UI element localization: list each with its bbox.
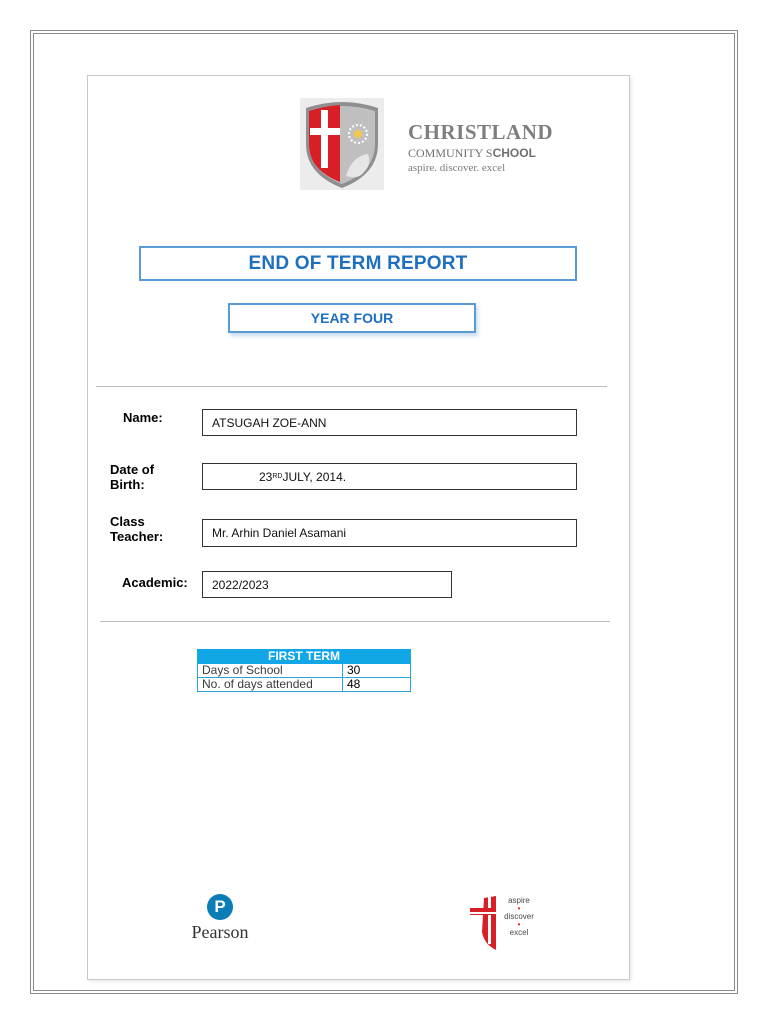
footer-dot-icon: •: [517, 904, 521, 913]
name-field: ATSUGAH ZOE-ANN: [202, 409, 577, 436]
school-name: CHRISTLAND: [408, 120, 554, 144]
table-row: [198, 664, 411, 678]
row-value: 30: [343, 664, 411, 678]
footer-motto-aspire: aspire: [508, 896, 530, 905]
footer-motto: [499, 896, 539, 938]
divider-bottom: [100, 621, 610, 622]
row-label: Days of School: [198, 664, 343, 678]
teacher-label-line2: Teacher:: [110, 529, 164, 544]
name-label: Name:: [123, 410, 163, 425]
school-subtitle-regular: COMMUNITY S: [408, 146, 493, 160]
attendance-header: FIRST TERM: [198, 650, 411, 664]
dob-label: [110, 462, 154, 492]
academic-label: Academic:: [122, 575, 188, 590]
teacher-field: Mr. Arhin Daniel Asamani: [202, 519, 577, 547]
school-header: [408, 120, 588, 175]
pearson-logo: [180, 890, 260, 950]
school-crest-logo: [300, 98, 384, 190]
row-label: No. of days attended: [198, 678, 343, 692]
academic-field: 2022/2023: [202, 571, 452, 598]
dob-day: 23: [259, 469, 273, 484]
dob-rest: JULY, 2014.: [282, 469, 347, 484]
school-motto: aspire. discover. excel: [408, 162, 506, 174]
footer-motto-excel: excel: [509, 928, 529, 937]
teacher-label: [110, 514, 163, 544]
school-subtitle: [408, 146, 588, 160]
footer-motto-discover: discover: [504, 912, 534, 921]
table-row: [198, 678, 411, 692]
year-badge: YEAR FOUR: [228, 303, 476, 333]
dob-label-line2: Birth:: [110, 477, 145, 492]
row-value: 48: [343, 678, 411, 692]
pearson-wordmark: Pearson: [191, 922, 249, 942]
attendance-header-row: [198, 650, 411, 664]
teacher-label-line1: Class: [110, 514, 145, 529]
school-subtitle-bold: CHOOL: [492, 146, 536, 160]
pearson-mark-icon: P: [207, 894, 233, 920]
attendance-table: [197, 649, 411, 692]
dob-label-line1: Date of: [110, 462, 155, 477]
dob-field: 23 RD JULY, 2014.: [202, 463, 577, 490]
report-title: END OF TERM REPORT: [139, 246, 577, 281]
divider-top: [96, 386, 607, 387]
footer-dot-icon: •: [517, 920, 521, 929]
